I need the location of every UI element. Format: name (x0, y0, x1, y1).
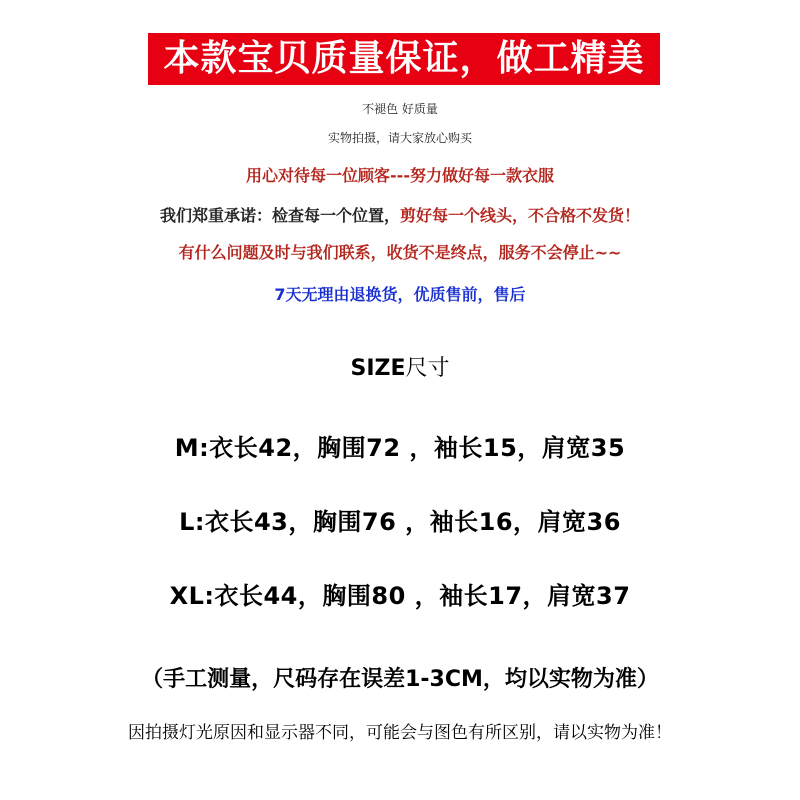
promise-line-4: 7天无理由退换货，优质售前，售后 (274, 285, 526, 304)
size-heading (0, 351, 800, 382)
size-row-l: L:衣长43，胸围76 ，袖长16，肩宽36 (179, 508, 621, 536)
promise-line-2 (0, 203, 800, 226)
size-heading-cn: 尺寸 (405, 356, 450, 381)
real-photo-text: 实物拍摄，请大家放心购买 (327, 131, 472, 145)
footer-disclaimer: 因拍摄灯光原因和显示器不同，可能会与图色有所区别，请以实物为准！ (128, 723, 672, 743)
size-row-m: M:衣长42，胸围72 ，袖长15，肩宽35 (174, 434, 626, 462)
measurement-note: （手工测量，尺码存在误差1-3CM，均以实物为准） (141, 667, 659, 692)
quality-banner: 本款宝贝质量保证，做工精美 (148, 33, 660, 85)
size-row-xl: XL:衣长44，胸围80 ，袖长17，肩宽37 (169, 582, 631, 610)
promise-line-2-prefix: 我们郑重承诺：检查每一个位置， (159, 206, 400, 225)
promise-line-3: 有什么问题及时与我们联系，收货不是终点，服务不会停止~~ (178, 243, 622, 262)
promise-line-1: 用心对待每一位顾客---努力做好每一款衣服 (246, 166, 554, 185)
no-fade-text: 不褪色 好质量 (362, 102, 438, 116)
size-heading-en: SIZE (350, 356, 406, 381)
promise-line-2-red: 剪好每一个线头，不合格不发货！ (400, 206, 641, 225)
